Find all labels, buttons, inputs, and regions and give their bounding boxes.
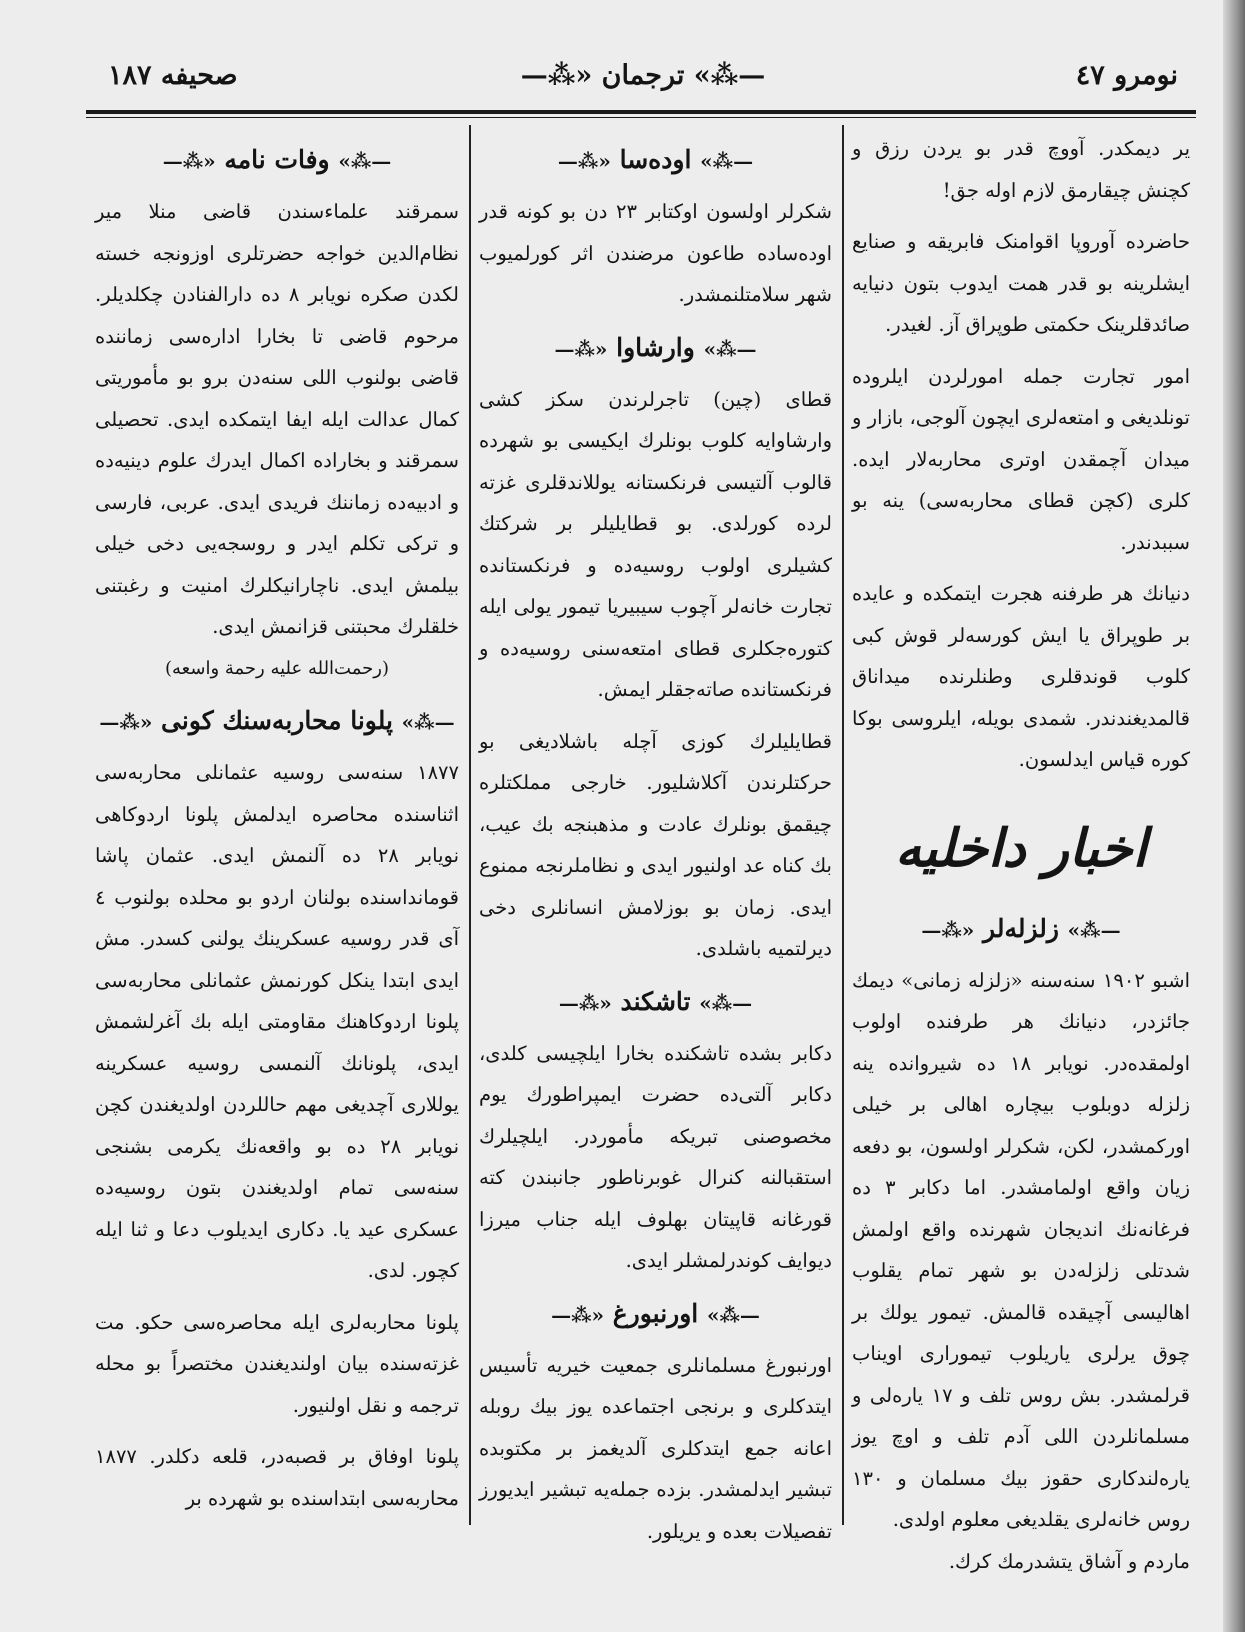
heading-ornament: —⁂»: [706, 1302, 760, 1327]
column-middle: [479, 128, 833, 1543]
heading-ornament: —⁂»: [401, 710, 455, 734]
column-right: [852, 128, 1190, 1573]
obituary-blessing: (رحمت‌الله علیه رحمة واسعه): [165, 657, 389, 679]
heading-ornament: —⁂»: [1067, 917, 1121, 942]
header-ornament-right: —⁂»: [693, 60, 766, 91]
heading-tashkent: [479, 980, 832, 1025]
heading-ornament: —⁂»: [338, 149, 392, 173]
heading-obituary: [95, 138, 459, 183]
page-binding-shadow: [1223, 0, 1245, 1632]
heading-text: اوده‌سا: [619, 145, 692, 174]
article-paragraph: ١٨٧٧ سنه‌سی روسیه عثمانلی محاربه‌سی اثناسنده محاصره ایدلمش پلونا اردوکاهی نویابر ٢٨ ده آلنمش ایدی. عثمان پاشا قوماندا‌سنده بولنان اردو بو محلده بولنوب ٤ آی قدر روسیه عسکرینك یولنی کسدر. مش ایدی ابتدا ینکل کورنمش عثمانلی محاربه‌سی پلونا اردوکاهنك مقاومتی ایله بك آغرلشمش ایدی، پلونانك آلنمسی روسیه عسکرینه یوللاری آچدیغی مهم حاللردن اولدیغندن کچن نویابر ٢٨ ده بو واقعه‌نك یکرمی بشنجی سنه‌سی تمام اولدیغندن بتون روسیه‌ده عسکری عید یا. دکاری ایدیلوب دعا و ثنا ایله کچور. لدی.: [95, 761, 459, 1282]
heading-odessa: [479, 138, 832, 183]
article-paragraph: ماردم و آشاق یتشدرمك کرك.: [948, 1549, 1190, 1573]
heading-ornament: «⁂—: [99, 710, 153, 734]
article-paragraph: دنیانك هر طرفنه هجرت ایتمکده و عایده بر طوپراق یا ایش کورسه‌لر قوش کبی کلوب قوندقلری وطنلرنده میداناق قالمدیغندندر. شمدی بویله، ایلروسی بوکا کوره قیاس ایدلسون.: [852, 582, 1190, 771]
page-header: [88, 58, 1198, 106]
newspaper-title: [521, 60, 766, 91]
header-ornament-left: «⁂—: [520, 60, 593, 91]
column-divider-right: [842, 125, 844, 1525]
article-paragraph: قطایلیلرك کوزی آچله باشلادیغی بو حرکتلرندن آکلاشلیور. خارجی مملکتلره چیقمق بونلرك عادت و مذهبنجه بك عیب، بك کناه عد اولنیور ایدی و نظاملرنجه ممنوع ایدی. زمان بو بوزلامش انسانلری دخی دیرلتمیه باشلدی.: [479, 729, 832, 960]
heading-text: زلزله‌لر: [983, 913, 1059, 943]
heading-ornament: «⁂—: [162, 149, 216, 173]
article-paragraph: اورنبورغ مسلمانلری جمعیت خیریه تأسیس ایتدکلری و برنجی اجتماعده یوز بیك روبله اعانه جمع ایتدکلری آلدیغمز بر مکتوبده تبشیر ایدلمشدر. بزده جمله‌یه تبشیر ایدیورز تفصیلات بعده و یریلور.: [479, 1353, 832, 1543]
heading-text: اورنبورغ: [612, 1298, 699, 1328]
article-paragraph: اشبو ١٩٠٢ سنه‌سنه «زلزله زمانی» دیمك جائزدر، دنیانك هر طرفنده اولوب اولمقده‌در. نویابر ١٨ ده شیروانده ینه زلزله دوبلوب بیچاره اهالی بر خیلی اورکمشدر، لکن، شکرلر اولسون، بو دفعه زیان واقع اولمامشدر. اما دکابر ٣ ده فرغانه‌نك اندیجان شهرنده واقع اولمش شدتلی زلزله‌دن بو شهر تمام یقلوب اهالیسی آچیقده قالمش. تیمور یولك بر چوق یرلری یاریلوب تیموراری اویناب قرلمشدر. بش روس تلف و ١٧ یاره‌لی و مسلمانلردن اللی آدم تلف و اوچ یوز یاره‌لندکاری حقوز بیك مسلمان و ١٣٠ روس خانه‌لری یقلدیغی معلوم اولدی.: [852, 968, 1190, 1531]
issue-number: نومرو ٤٧: [1075, 60, 1178, 91]
heading-plevna: [95, 699, 459, 744]
heading-ornament: «⁂—: [554, 336, 608, 361]
heading-ornament: —⁂»: [703, 336, 757, 361]
heading-ornament: «⁂—: [558, 990, 612, 1015]
heading-warsaw: [479, 326, 832, 371]
article-paragraph: شکرلر اولسون اوکتابر ٢٣ دن بو کونه قدر اوده‌ساده طاعون مرضندن اثر کورلمیوب شهر سلامتلنمشدر.: [479, 200, 833, 306]
header-rule: [86, 110, 1196, 118]
article-paragraph: پلونا محاربه‌لری ایله محاصره‌سی حکو. مت غزته‌سنده بیان اولندیغندن مختصراً بو محله ترجمه و نقل اولنیور.: [95, 1310, 459, 1417]
column-left: [95, 128, 459, 1528]
article-paragraph: دکابر بشده تاشکنده بخارا ایلچیسی کلدی، دکابر آلتی‌ده حضرت ایمپراطورك یوم مخصوصنی تبریکه مأموردر. ایلچیلرك استقبالنه کنرال غوبرناطور جانبندن کته قورغانه قاپیتان بهلوف ایله جناب میرزا دیوایف کوندرلمشلر ایدی.: [479, 1041, 832, 1272]
column-divider-left: [469, 125, 471, 1525]
article-paragraph: سمرقند علماء‌سندن قاضی منلا میر نظام‌الدین خواجه حضرتلری اوزونجه خسته لکدن صکره نویابر ٨ ده دارالفنادن چکلدیلر. مرحوم قاضی تا بخارا اداره‌سی زماننده قاضی بولنوب اللی سنه‌دن برو بو مأموریتی کمال عدالت ایله ایفا ایتمکده ایدی. تحصیلی سمرقند و بخاراده اکمال ایدرك علوم دینیه‌ده و ادبیه‌ده زماننك فریدی ایدی. عربی، فارسی و ترکی تکلم ایدر و روسجه‌یی دخی خیلی بیلمش ایدی. ناچارانیکلرك امنیت و رغبتنی خلقلرك محبتنی قزانمش ایدی.: [95, 200, 459, 638]
heading-ornament: «⁂—: [921, 917, 975, 942]
heading-ornament: «⁂—: [551, 1302, 605, 1327]
heading-ornament: «⁂—: [557, 149, 611, 173]
heading-text: وارشاوا: [616, 332, 695, 362]
newspaper-title-text: ترجمان: [601, 60, 685, 91]
heading-ornament: —⁂»: [700, 149, 754, 173]
article-paragraph: قطای (چین) تاجرلرندن سکز کشی وارشاوایه کلوب بونلرك ایکیسی بو شهرده قالوب آلتیسی فرنکستانه یوللاندقلری غزته لرده کورلدی. بو قطایلیلر بر شرکتك کشیلری اولوب روسیه‌ده و فرنکستانده تجارت خانه‌لر آچوب سیبیریا تیمور یولی ایله کتوره‌جکلری قطای امتعه‌سنی روسیه‌ده و فرنکستانده صاته‌جقلر ایمش.: [479, 387, 832, 701]
heading-orenburg: [479, 1292, 832, 1337]
article-paragraph: حاضرده آوروپا اقوامنک فابریقه و صنایع ایشلرینه بو قدر همت ایدوب بتون دنیایه صائدقلرینک حکمتی طوپراق آز. لغیدر.: [852, 230, 1190, 336]
article-paragraph: پلونا اوفاق بر قصبه‌در، قلعه دکلدر. ١٨٧٧ محاربه‌سی ابتداسنده بو شهرده بر: [95, 1445, 459, 1510]
heading-text: وفات نامه: [224, 145, 330, 174]
heading-text: پلونا محاربه‌سنك کونی: [161, 706, 393, 735]
heading-ornament: —⁂»: [699, 990, 753, 1015]
heading-text: تاشکند: [620, 986, 691, 1016]
page-number: صحیفه ١٨٧: [108, 60, 238, 91]
article-paragraph: امور تجارت جمله امورلردن ایلروده تونلدیغی و امتعه‌لری ایچون آلوجی، بازار و میدان آچمقدن اوتری محاربه‌لار ایده. کلری (کچن قطای محاربه‌سی) ینه بو سببدندر.: [852, 364, 1190, 554]
article-paragraph: یر دیمکدر. آووچ قدر بو یردن رزق و کچنش چیقارمق لازم اوله جق!: [852, 137, 1190, 202]
heading-earthquakes: [852, 907, 1190, 952]
section-banner-domestic-news: اخبار داخلیه: [895, 817, 1147, 879]
